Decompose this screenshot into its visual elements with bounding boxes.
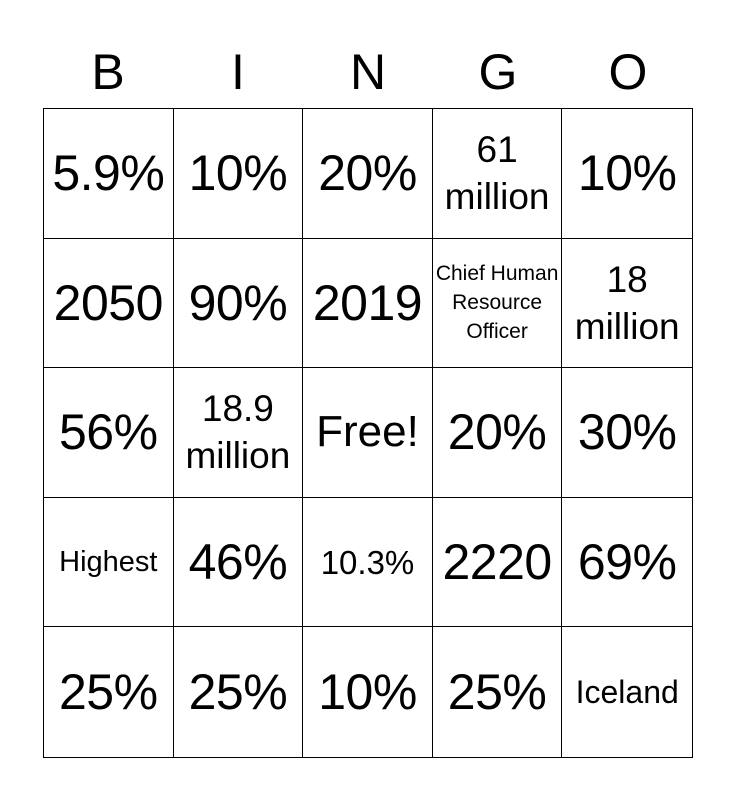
- bingo-cell: Highest: [44, 498, 174, 628]
- bingo-cell: Iceland: [575, 674, 679, 711]
- bingo-cell: 56%: [44, 368, 174, 498]
- bingo-cell: Chief Human Resource Officer: [433, 239, 563, 369]
- bingo-header: [43, 40, 693, 104]
- bingo-cell: 20%: [433, 368, 563, 498]
- bingo-board: [43, 108, 693, 758]
- header-letter-g: G: [478, 44, 518, 100]
- header-letter-i: I: [231, 44, 245, 100]
- header-letter-b: B: [91, 44, 125, 100]
- header-letter-n: N: [349, 44, 387, 100]
- bingo-cell: 20%: [303, 109, 433, 239]
- bingo-cell: 5.9%: [44, 109, 174, 239]
- bingo-cell: 18.9 million: [174, 368, 304, 498]
- bingo-cell: 2050: [44, 239, 174, 369]
- bingo-cell: 10%: [303, 627, 433, 757]
- bingo-cell: 2019: [303, 239, 433, 369]
- bingo-cell: 10%: [562, 109, 692, 239]
- bingo-cell: 25%: [44, 627, 174, 757]
- header-letter-o: O: [608, 44, 648, 100]
- bingo-cell: 25%: [174, 627, 304, 757]
- bingo-cell: 69%: [562, 498, 692, 628]
- bingo-cell: 90%: [174, 239, 304, 369]
- bingo-cell: 18 million: [562, 239, 692, 369]
- bingo-cell: 10%: [174, 109, 304, 239]
- bingo-cell: 25%: [433, 627, 563, 757]
- free-space-cell: Free!: [303, 368, 433, 498]
- bingo-cell: 30%: [562, 368, 692, 498]
- bingo-cell: 46%: [174, 498, 304, 628]
- bingo-cell: 10.3%: [303, 498, 433, 628]
- bingo-cell: 61 million: [433, 109, 563, 239]
- bingo-cell: 2220: [433, 498, 563, 628]
